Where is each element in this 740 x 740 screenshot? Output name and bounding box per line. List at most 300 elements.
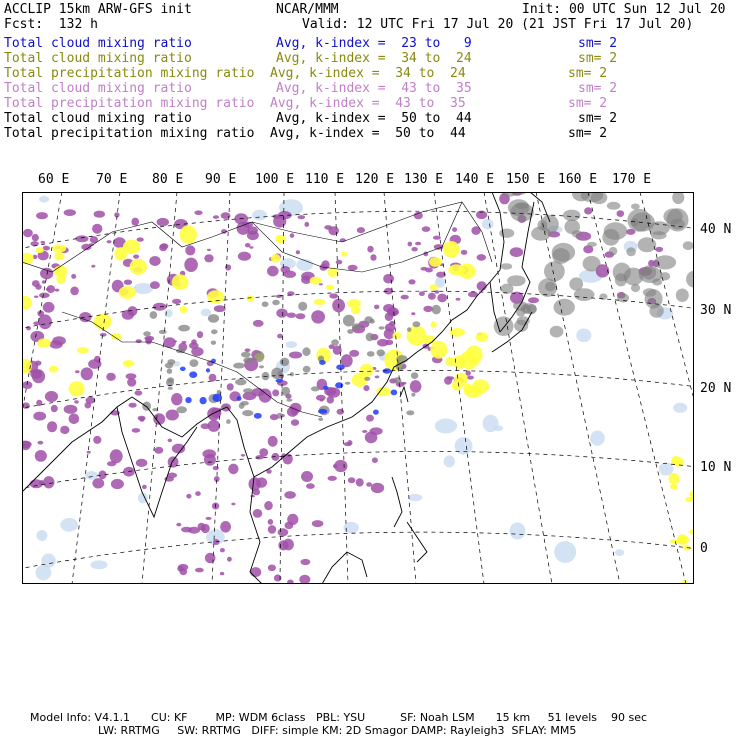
purple-patch [510,247,524,257]
purple-patch [138,416,146,421]
purple-patch [408,242,413,247]
yellow-patch [310,277,322,285]
purple-patch [584,207,592,214]
yellow-patch [669,473,680,484]
gray-patch [318,418,323,421]
purple-patch [410,380,422,393]
purple-patch [370,254,376,261]
purple-patch [365,432,378,444]
yellow-patch [123,360,135,367]
light-blue-patch [164,309,172,317]
gray-patch [638,237,657,252]
light-blue-patch [576,329,591,343]
purple-patch [528,297,539,303]
purple-patch [301,559,311,565]
purple-patch [383,274,394,284]
yellow-patch [430,284,438,290]
gray-patch [500,263,512,269]
purple-patch [184,258,198,272]
light-blue-patch [554,541,576,563]
gray-patch [552,243,575,262]
gray-patch [364,377,370,381]
light-blue-patch [85,471,98,480]
purple-patch [253,509,263,518]
gray-patch [366,333,374,342]
purple-patch [467,376,474,380]
purple-patch [425,268,433,273]
map-title: ACCLIP 15km ARW-GFS init [4,2,192,17]
gray-patch [631,204,640,210]
purple-patch [363,385,369,391]
purple-patch [75,370,80,373]
yellow-patch [430,341,447,359]
gray-patch [411,372,418,379]
init-time: Init: 00 UTC Sun 12 Jul 20 [522,2,726,17]
blue-patch [323,386,328,390]
purple-patch [316,395,326,401]
purple-patch [225,264,231,270]
gray-patch [152,408,158,411]
purple-patch [172,299,181,304]
purple-patch [153,303,167,311]
light-blue-patch [286,341,297,348]
yellow-patch [443,241,460,258]
purple-patch [251,495,255,497]
gray-patch [649,304,663,318]
purple-patch [447,376,454,380]
purple-patch [408,279,415,284]
lon-label-100e: 100 E [255,172,295,187]
purple-patch [290,233,295,238]
gray-patch [499,229,514,238]
purple-patch [267,266,279,277]
gray-patch [654,255,676,269]
purple-patch [35,450,47,462]
purple-patch [47,285,56,293]
yellow-patch [111,333,121,340]
purple-patch [304,222,309,227]
lat-label-40n: 40 N [700,222,732,237]
purple-patch [45,391,58,402]
yellow-patch [429,257,442,267]
light-blue-patch [39,196,49,203]
legend-avg-4: Avg, k-index = 43 to 35 [276,81,472,96]
gray-patch [607,202,621,210]
purple-patch [75,235,88,242]
legend-field-7: Total precipitation mixing ratio [4,126,255,141]
purple-patch [276,295,282,298]
purple-patch [136,459,148,467]
yellow-patch [458,264,475,279]
purple-patch [207,249,211,251]
purple-patch [182,341,187,344]
purple-patch [238,252,251,261]
purple-patch [617,210,625,217]
purple-patch [329,293,338,298]
purple-patch [180,568,188,575]
light-blue-patch [673,403,687,413]
gray-patch [241,352,251,358]
lon-label-60e: 60 E [38,172,70,187]
gray-patch [407,327,411,332]
purple-patch [92,478,104,488]
purple-patch [36,212,48,219]
yellow-patch [69,381,85,396]
model-info-line-2: LW: RRTMG SW: RRTMG DIFF: simple KM: 2D Smagor DAMP: Rayleigh3 SFLAY: MM5 [98,724,577,737]
gray-patch [617,293,629,302]
light-blue-patch [60,518,78,532]
purple-patch [356,478,364,486]
yellow-patch [376,387,391,396]
legend-sm-3: sm= 2 [568,66,608,81]
purple-patch [34,296,38,298]
purple-patch [106,373,116,381]
purple-patch [43,476,54,488]
lon-label-140e: 140 E [455,172,495,187]
purple-patch [69,414,80,425]
light-blue-patch [482,219,494,230]
light-blue-patch [444,455,455,467]
gray-patch [347,329,353,334]
blue-patch [373,410,379,415]
purple-patch [214,305,226,312]
purple-patch [253,489,261,496]
gray-patch [624,268,644,286]
purple-patch [401,295,409,300]
blue-patch [206,368,210,372]
lon-label-150e: 150 E [506,172,546,187]
purple-patch [168,456,179,467]
yellow-patch [119,286,136,299]
gray-patch [271,368,282,379]
purple-patch [264,501,273,510]
gray-patch [569,277,583,290]
yellow-patch [54,252,64,260]
yellow-patch [94,314,112,330]
light-blue-patch [201,309,212,317]
forecast-hour: Fcst: 132 h [4,17,98,32]
purple-patch [306,483,315,489]
purple-patch [414,212,423,219]
gray-patch [226,419,231,424]
purple-patch [289,352,302,359]
gray-patch [660,272,670,280]
gray-patch [272,300,280,305]
purple-patch [327,387,341,397]
gray-patch [554,299,575,316]
purple-patch [278,528,289,536]
purple-patch [197,331,203,338]
lon-label-170e: 170 E [612,172,652,187]
purple-patch [208,420,221,432]
purple-patch [64,209,76,216]
yellow-patch [464,385,483,397]
purple-patch [39,293,50,299]
blue-patch [180,367,186,371]
gray-patch [676,289,689,302]
gray-patch [259,365,264,368]
blue-patch [237,396,242,401]
gray-patch [531,227,551,241]
gray-patch [377,349,385,356]
legend-avg-6: Avg, k-index = 50 to 44 [276,111,472,126]
purple-patch [296,313,306,319]
gray-patch [290,372,294,376]
purple-patch [191,347,203,356]
gray-patch [235,379,246,386]
legend-avg-3: Avg, k-index = 34 to 24 [270,66,466,81]
gray-patch [406,410,414,415]
gray-patch [303,366,311,373]
purple-patch [245,243,251,247]
gray-patch [280,358,289,366]
lat-label-30n: 30 N [700,303,732,318]
gray-patch [563,210,580,221]
purple-patch [100,333,107,337]
purple-patch [43,302,55,313]
purple-patch [135,390,143,395]
purple-patch [296,250,300,254]
gray-patch [550,326,564,338]
gray-patch [394,377,402,384]
purple-patch [213,466,219,470]
purple-patch [92,224,102,234]
gray-patch [178,325,190,332]
legend-field-6: Total cloud mixing ratio [4,111,192,126]
purple-patch [268,525,276,534]
purple-patch [110,449,123,463]
gray-patch [609,247,617,255]
lon-label-130e: 130 E [404,172,444,187]
purple-patch [94,211,105,218]
purple-patch [186,494,191,499]
purple-patch [133,255,139,259]
gray-patch [545,282,556,292]
purple-patch [311,310,325,323]
gray-patch [240,401,249,406]
purple-patch [142,485,147,489]
purple-patch [131,218,139,226]
yellow-patch [247,295,254,302]
purple-patch [287,313,296,318]
yellow-patch [459,351,479,369]
yellow-patch [431,322,437,328]
purple-patch [466,371,471,376]
lon-label-90e: 90 E [205,172,237,187]
legend-field-5: Total precipitation mixing ratio [4,96,255,111]
purple-patch [35,284,41,289]
gray-patch [143,331,151,336]
purple-patch [366,415,374,422]
purple-patch [30,369,42,379]
gray-patch [352,323,361,330]
purple-patch [157,218,169,226]
purple-patch [144,336,154,341]
gray-patch [281,387,290,396]
legend-sm-5: sm= 2 [568,96,608,111]
weather-map [22,192,694,584]
purple-patch [461,250,468,255]
purple-patch [362,430,367,433]
purple-patch [124,280,132,285]
purple-patch [423,306,433,312]
purple-patch [136,339,142,343]
purple-patch [253,320,264,327]
legend-field-2: Total cloud mixing ratio [4,51,192,66]
yellow-patch [114,247,127,260]
gray-patch [243,388,253,393]
purple-patch [245,348,251,352]
purple-patch [337,409,345,415]
purple-patch [87,451,91,454]
purple-patch [250,567,261,577]
purple-patch [328,476,337,481]
legend-sm-6: sm= 2 [578,111,618,126]
light-blue-patch [483,415,499,432]
gray-patch [364,316,373,323]
gray-patch [587,242,597,247]
purple-patch [276,309,287,318]
gray-patch [643,288,657,297]
purple-patch [291,419,299,426]
legend-avg-2: Avg, k-index = 34 to 24 [276,51,472,66]
blue-patch [336,364,345,370]
purple-patch [91,265,95,268]
purple-patch [220,548,225,552]
gray-patch [411,393,415,397]
gray-patch [262,301,269,307]
purple-patch [50,340,63,348]
purple-patch [195,568,204,573]
purple-patch [348,477,356,483]
yellow-patch [37,338,51,347]
purple-patch [188,527,200,534]
yellow-patch [180,306,187,313]
purple-patch [86,397,96,404]
yellow-patch [476,332,489,342]
light-blue-patch [590,431,605,446]
yellow-patch [52,245,66,253]
model-info-line-1: Model Info: V4.1.1 CU: KF MP: WDM 6class PBL: YSU SF: Noah LSM 15 km 51 levels 90 sec [30,711,648,724]
gray-patch [311,386,320,391]
yellow-patch [341,251,347,256]
yellow-patch [77,347,89,353]
gray-patch [379,326,385,329]
legend-field-1: Total cloud mixing ratio [4,36,192,51]
purple-patch [185,245,195,255]
purple-patch [334,460,347,472]
gray-patch [159,330,167,334]
yellow-patch [670,484,678,490]
gray-patch [432,305,441,315]
purple-patch [374,305,379,310]
light-blue-patch [408,494,422,501]
purple-patch [206,517,212,520]
purple-patch [23,229,33,238]
yellow-patch [49,366,59,373]
purple-patch [268,436,278,447]
valid-time: Valid: 12 UTC Fri 17 Jul 20 (21 JST Fri 17 Jul 20) [302,17,694,32]
light-blue-patch [36,565,52,580]
gray-patch [572,230,583,237]
gray-patch [413,321,421,327]
light-blue-patch [252,210,267,221]
purple-patch [168,439,173,443]
purple-patch [209,374,217,382]
purple-patch [55,289,60,292]
purple-patch [256,477,267,487]
purple-patch [30,479,43,488]
gray-patch [298,302,307,311]
purple-patch [367,246,373,253]
gray-patch [521,303,537,314]
legend-avg-7: Avg, k-index = 50 to 44 [270,126,466,141]
light-blue-patch [455,437,473,455]
purple-patch [456,298,461,301]
purple-patch [204,454,216,466]
blue-patch [254,413,262,419]
purple-patch [268,519,274,525]
light-blue-patch [510,523,526,540]
purple-patch [71,274,76,279]
light-blue-patch [435,419,457,434]
purple-patch [259,389,272,403]
gray-patch [233,363,245,369]
gray-patch [211,341,216,345]
blue-patch [200,397,207,404]
purple-patch [336,260,343,265]
gray-patch [211,329,218,334]
yellow-patch [180,225,197,244]
purple-patch [372,457,378,463]
gray-patch [583,256,601,272]
purple-patch [401,382,406,385]
yellow-patch [326,285,335,290]
legend-avg-5: Avg, k-index = 43 to 35 [270,96,466,111]
yellow-patch [56,274,66,284]
purple-patch [422,226,431,232]
gray-patch [167,377,174,382]
blue-patch [185,397,191,403]
yellow-patch [271,254,281,263]
yellow-patch [677,534,687,544]
legend-sm-2: sm= 2 [578,51,618,66]
gray-patch [683,241,694,250]
gray-patch [345,382,351,385]
purple-patch [70,287,79,296]
gray-patch [602,229,619,246]
yellow-patch [314,299,325,305]
purple-patch [195,491,201,496]
yellow-patch [172,274,189,290]
light-blue-patch [36,530,47,541]
purple-patch [38,314,52,329]
purple-patch [132,428,141,433]
purple-patch [477,254,487,261]
legend-sm-4: sm= 2 [578,81,618,96]
purple-patch [159,244,167,251]
yellow-patch [392,332,401,339]
purple-patch [107,240,112,243]
purple-patch [287,514,298,525]
purple-patch [655,247,663,252]
blue-patch [391,390,398,396]
gray-patch [167,369,173,374]
purple-patch [227,557,232,562]
purple-patch [126,373,137,379]
gray-patch [189,359,198,367]
purple-patch [384,328,395,339]
